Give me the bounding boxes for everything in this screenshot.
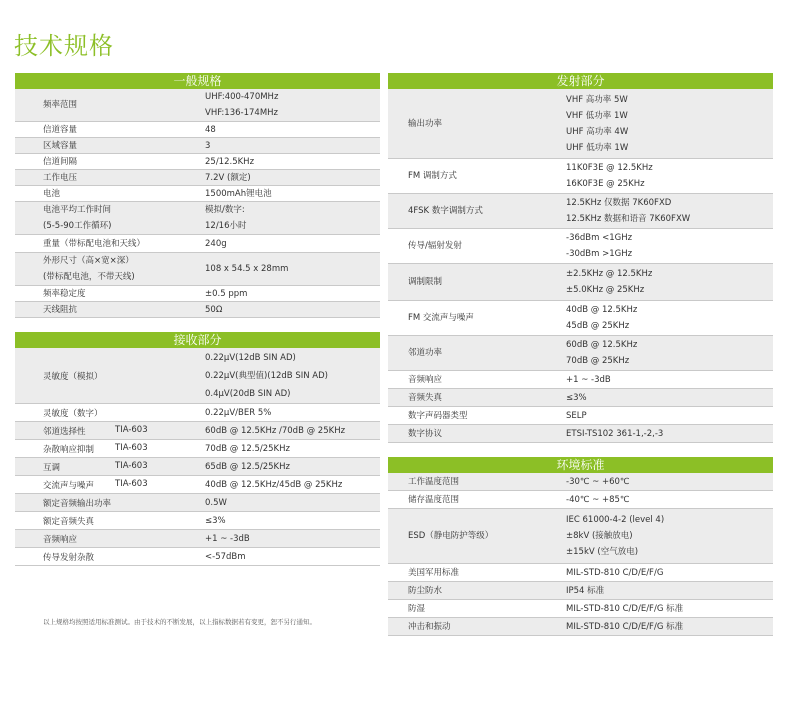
spec-value-line: ETSI-TS102 361-1,-2,-3 — [566, 428, 664, 439]
spec-value — [566, 160, 773, 192]
left-column — [15, 73, 380, 580]
spec-label-text: 信道间隔 — [43, 156, 78, 167]
spec-value-line: VHF 低功率 1W — [566, 110, 628, 121]
spec-value — [566, 92, 773, 156]
spec-value — [205, 477, 380, 493]
spec-value — [205, 154, 380, 170]
spec-label-text: 区域容量 — [43, 140, 78, 151]
spec-label-text: 额定音频输出功率 — [43, 498, 112, 509]
spec-label — [15, 425, 205, 437]
spec-value-line: 60dB @ 12.5KHz /70dB @ 25KHz — [205, 425, 346, 436]
spec-standard: TIA-603 — [115, 460, 148, 471]
environment-section — [388, 457, 773, 636]
transmit-row — [388, 159, 773, 194]
general-row — [15, 154, 380, 170]
spec-value-line: 12/16小时 — [205, 221, 247, 231]
spec-label-text: 邻道功率 — [408, 348, 443, 358]
spec-label — [15, 407, 205, 419]
spec-label — [15, 97, 205, 113]
spec-label-text: 外形尺寸（高×宽×深） — [43, 256, 134, 266]
spec-label-text: 工作温度范围 — [408, 476, 460, 487]
spec-value-line: 25/12.5KHz — [205, 156, 255, 167]
spec-value — [205, 236, 380, 252]
spec-label-text: FM 调制方式 — [408, 171, 457, 181]
spec-label-text: 音频响应 — [408, 374, 443, 385]
spec-value — [205, 441, 380, 457]
spec-value-line: +1 ~ -3dB — [566, 374, 611, 385]
spec-value — [566, 492, 773, 508]
spec-label — [15, 170, 205, 186]
spec-value — [205, 495, 380, 511]
spec-label-text: 额定音频失真 — [43, 516, 95, 527]
environment-row — [388, 491, 773, 509]
spec-value-line: 7.2V (额定) — [205, 172, 251, 183]
spec-value — [566, 266, 773, 298]
spec-value-line: 240g — [205, 238, 227, 249]
spec-value-line: ≤3% — [205, 515, 226, 526]
spec-label-note: (带标配电池，不带天线) — [43, 272, 135, 282]
spec-label — [15, 479, 205, 491]
spec-value-line: <-57dBm — [205, 551, 246, 562]
spec-value-line: SELP — [566, 410, 587, 421]
spec-value-line: 0.4μV(20dB SIN AD) — [205, 388, 291, 399]
general-row — [15, 253, 380, 286]
spec-value — [205, 531, 380, 547]
spec-value-line: ±0.5 ppm — [205, 288, 248, 299]
general-row — [15, 170, 380, 186]
spec-value-line: UHF:400-470MHz — [205, 92, 279, 102]
spec-value-line: UHF 高功率 4W — [566, 126, 629, 137]
spec-value-line: 45dB @ 25KHz — [566, 321, 630, 331]
spec-label — [388, 565, 566, 581]
spec-value-line: ±5.0KHz @ 25KHz — [566, 285, 645, 295]
spec-label-text: 4FSK 数字调制方式 — [408, 206, 483, 216]
spec-value-line: 16K0F3E @ 25KHz — [566, 179, 645, 189]
environment-row — [388, 473, 773, 491]
environment-row — [388, 600, 773, 618]
general-row — [15, 186, 380, 202]
spec-value-line: 12.5KHz 数据和语音 7K60FXW — [566, 214, 691, 224]
spec-label — [388, 408, 566, 424]
transmit-row — [388, 264, 773, 301]
spec-label-text: 灵敏度（模拟） — [43, 371, 103, 382]
spec-label — [388, 583, 566, 599]
spec-label — [15, 286, 205, 302]
spec-value-line: 40dB @ 12.5KHz — [566, 305, 638, 315]
spec-value-line: 1500mAh锂电池 — [205, 188, 272, 199]
spec-value — [205, 89, 380, 121]
spec-value — [566, 474, 773, 490]
spec-label-text: 防尘防水 — [408, 585, 443, 596]
receive-row — [15, 476, 380, 494]
receive-section — [15, 332, 380, 566]
spec-value — [205, 513, 380, 529]
spec-value-line: +1 ~ -3dB — [205, 533, 250, 544]
spec-label — [15, 533, 205, 545]
page-title: 技术规格 — [14, 32, 114, 60]
spec-label-text: 数字协议 — [408, 428, 443, 439]
spec-value — [205, 286, 380, 302]
spec-value — [205, 302, 380, 318]
spec-label-text: 数字声码器类型 — [408, 410, 468, 421]
spec-value — [205, 405, 380, 421]
spec-value — [566, 195, 773, 227]
spec-label — [388, 619, 566, 635]
spec-label — [388, 116, 566, 132]
spec-value-line: MIL-STD-810 C/D/E/F/G 标准 — [566, 621, 684, 632]
transmit-row — [388, 229, 773, 264]
receive-row — [15, 404, 380, 422]
spec-value-line: 60dB @ 12.5KHz — [566, 340, 638, 350]
right-column — [388, 73, 773, 650]
spec-label — [388, 310, 566, 326]
spec-value — [205, 549, 380, 565]
spec-value — [205, 423, 380, 439]
spec-value-line: 模拟/数字: — [205, 205, 245, 215]
spec-value-line: ±2.5KHz @ 12.5KHz — [566, 269, 653, 279]
spec-value-line: -30℃ ~ +60℃ — [566, 476, 630, 487]
transmit-row — [388, 407, 773, 425]
spec-label-text: FM 交流声与噪声 — [408, 313, 474, 323]
transmit-row — [388, 301, 773, 336]
spec-value-line: 70dB @ 25KHz — [566, 356, 630, 366]
receive-heading: 接收部分 — [15, 332, 380, 348]
spec-value-line: ≤3% — [566, 392, 587, 403]
spec-value-line: 40dB @ 12.5KHz/45dB @ 25KHz — [205, 479, 343, 490]
spec-label-text: 工作电压 — [43, 172, 78, 183]
spec-value-line: VHF:136-174MHz — [205, 108, 279, 118]
spec-label — [15, 551, 205, 563]
spec-label-text: 美国军用标准 — [408, 567, 460, 578]
spec-label-text: 传导发射杂散 — [43, 552, 95, 563]
receive-row — [15, 494, 380, 512]
spec-label — [388, 238, 566, 254]
spec-label — [15, 515, 205, 527]
spec-label-text: 储存温度范围 — [408, 494, 460, 505]
spec-label-text: 天线阻抗 — [43, 304, 78, 315]
general-section — [15, 73, 380, 318]
spec-label-text: 音频响应 — [43, 534, 78, 545]
spec-label — [388, 474, 566, 490]
spec-label — [15, 122, 205, 138]
spec-value-line: ±8kV (接触放电) — [566, 531, 633, 541]
spec-value — [205, 349, 380, 403]
spec-value-line: 0.22μV(12dB SIN AD) — [205, 352, 296, 363]
spec-value — [566, 390, 773, 406]
transmit-heading: 发射部分 — [388, 73, 773, 89]
spec-label — [15, 138, 205, 154]
spec-value — [566, 619, 773, 635]
spec-value — [566, 337, 773, 369]
spec-value-line: -40℃ ~ +85℃ — [566, 494, 630, 505]
general-row — [15, 286, 380, 302]
spec-label — [388, 426, 566, 442]
spec-value-line: 50Ω — [205, 304, 223, 315]
spec-value-line: 0.22μV(典型值)(12dB SIN AD) — [205, 370, 328, 381]
spec-label-note: (5-5-90工作循环) — [43, 221, 112, 231]
spec-label-text: 杂散响应抑制 — [43, 444, 95, 455]
transmit-row — [388, 371, 773, 389]
spec-label — [15, 202, 205, 234]
spec-value — [566, 565, 773, 581]
general-row — [15, 302, 380, 318]
spec-label — [388, 390, 566, 406]
spec-label-text: 邻道选择性 — [43, 426, 86, 437]
spec-value-line: IEC 61000-4-2 (level 4) — [566, 515, 665, 525]
spec-value — [566, 372, 773, 388]
transmit-section — [388, 73, 773, 443]
spec-label-text: 频率稳定度 — [43, 288, 86, 299]
spec-standard: TIA-603 — [115, 478, 148, 489]
spec-label-text: 冲击和振动 — [408, 621, 451, 632]
spec-value — [205, 261, 380, 277]
spec-value — [566, 583, 773, 599]
spec-value-line: VHF 高功率 5W — [566, 94, 628, 105]
spec-value — [566, 426, 773, 442]
spec-label-text: 互调 — [43, 462, 61, 473]
spec-label — [388, 528, 566, 544]
spec-label-text: 传导/辐射发射 — [408, 241, 462, 251]
general-row — [15, 89, 380, 122]
spec-label-text: ESD（静电防护等级） — [408, 531, 494, 541]
spec-value-line: 70dB @ 12.5/25KHz — [205, 443, 290, 454]
spec-label-text: 信道容量 — [43, 124, 78, 135]
spec-label — [15, 461, 205, 473]
spec-label — [15, 253, 205, 285]
general-heading: 一般规格 — [15, 73, 380, 89]
spec-value-line: MIL-STD-810 C/D/E/F/G 标准 — [566, 603, 684, 614]
environment-row — [388, 618, 773, 636]
spec-value-line: UHF 低功率 1W — [566, 142, 629, 153]
spec-standard: TIA-603 — [115, 424, 148, 435]
spec-standard: TIA-603 — [115, 442, 148, 453]
transmit-row — [388, 389, 773, 407]
spec-label — [15, 370, 205, 382]
spec-value — [566, 408, 773, 424]
spec-label — [15, 443, 205, 455]
spec-value-line: -36dBm <1GHz — [566, 233, 633, 243]
spec-value-line: 48 — [205, 124, 216, 135]
spec-value-line: 11K0F3E @ 12.5KHz — [566, 163, 653, 173]
spec-value — [205, 186, 380, 202]
spec-value-line: 0.22μV/BER 5% — [205, 407, 272, 418]
spec-label — [388, 274, 566, 290]
environment-row — [388, 564, 773, 582]
spec-value-line: 3 — [205, 140, 211, 151]
transmit-row — [388, 336, 773, 371]
receive-row — [15, 530, 380, 548]
spec-label — [15, 497, 205, 509]
spec-label — [15, 154, 205, 170]
spec-label — [388, 168, 566, 184]
spec-label-text: 频率范围 — [43, 100, 78, 110]
receive-row — [15, 512, 380, 530]
spec-value — [566, 302, 773, 334]
receive-row — [15, 440, 380, 458]
spec-value — [566, 512, 773, 560]
spec-label-text: 音频失真 — [408, 392, 443, 403]
receive-row — [15, 422, 380, 440]
transmit-row — [388, 194, 773, 229]
spec-value — [205, 202, 380, 234]
spec-label — [388, 345, 566, 361]
transmit-row — [388, 89, 773, 159]
spec-value-line: 12.5KHz 仅数据 7K60FXD — [566, 198, 672, 208]
spec-label-text: 交流声与噪声 — [43, 480, 95, 491]
spec-value — [566, 230, 773, 262]
spec-value — [205, 122, 380, 138]
general-row — [15, 202, 380, 235]
general-row — [15, 235, 380, 253]
receive-row — [15, 348, 380, 404]
spec-label-text: 防湿 — [408, 603, 426, 614]
spec-value-line: MIL-STD-810 C/D/E/F/G — [566, 567, 664, 578]
spec-label — [15, 186, 205, 202]
environment-heading: 环境标准 — [388, 457, 773, 473]
transmit-row — [388, 425, 773, 443]
spec-value-line: IP54 标准 — [566, 585, 605, 596]
footnote: 以上规格均按照适用标准测试。由于技术的不断发展，以上指标数据若有变更，恕不另行通知。 — [43, 618, 316, 626]
spec-label — [388, 372, 566, 388]
environment-row — [388, 582, 773, 600]
spec-label-text: 电池 — [43, 188, 61, 199]
spec-label — [388, 601, 566, 617]
spec-label-text: 重量（带标配电池和天线） — [43, 238, 146, 249]
spec-value — [205, 170, 380, 186]
spec-value-line: -30dBm >1GHz — [566, 249, 633, 259]
receive-row — [15, 458, 380, 476]
receive-row — [15, 548, 380, 566]
spec-label-text: 调制限制 — [408, 277, 443, 287]
spec-label-text: 电池平均工作时间 — [43, 205, 112, 215]
spec-value — [566, 601, 773, 617]
general-row — [15, 122, 380, 138]
spec-value — [205, 459, 380, 475]
spec-label — [388, 203, 566, 219]
spec-label-text: 灵敏度（数字） — [43, 408, 103, 419]
environment-row — [388, 509, 773, 564]
general-row — [15, 138, 380, 154]
spec-label-text: 输出功率 — [408, 118, 443, 129]
spec-value — [205, 138, 380, 154]
spec-value-line: ±15kV (空气放电) — [566, 547, 639, 557]
spec-label — [15, 236, 205, 252]
spec-value-line: 65dB @ 12.5/25KHz — [205, 461, 290, 472]
spec-label — [388, 492, 566, 508]
spec-value-line: 0.5W — [205, 497, 227, 508]
spec-value-line: 108 x 54.5 x 28mm — [205, 264, 289, 274]
spec-label — [15, 302, 205, 318]
